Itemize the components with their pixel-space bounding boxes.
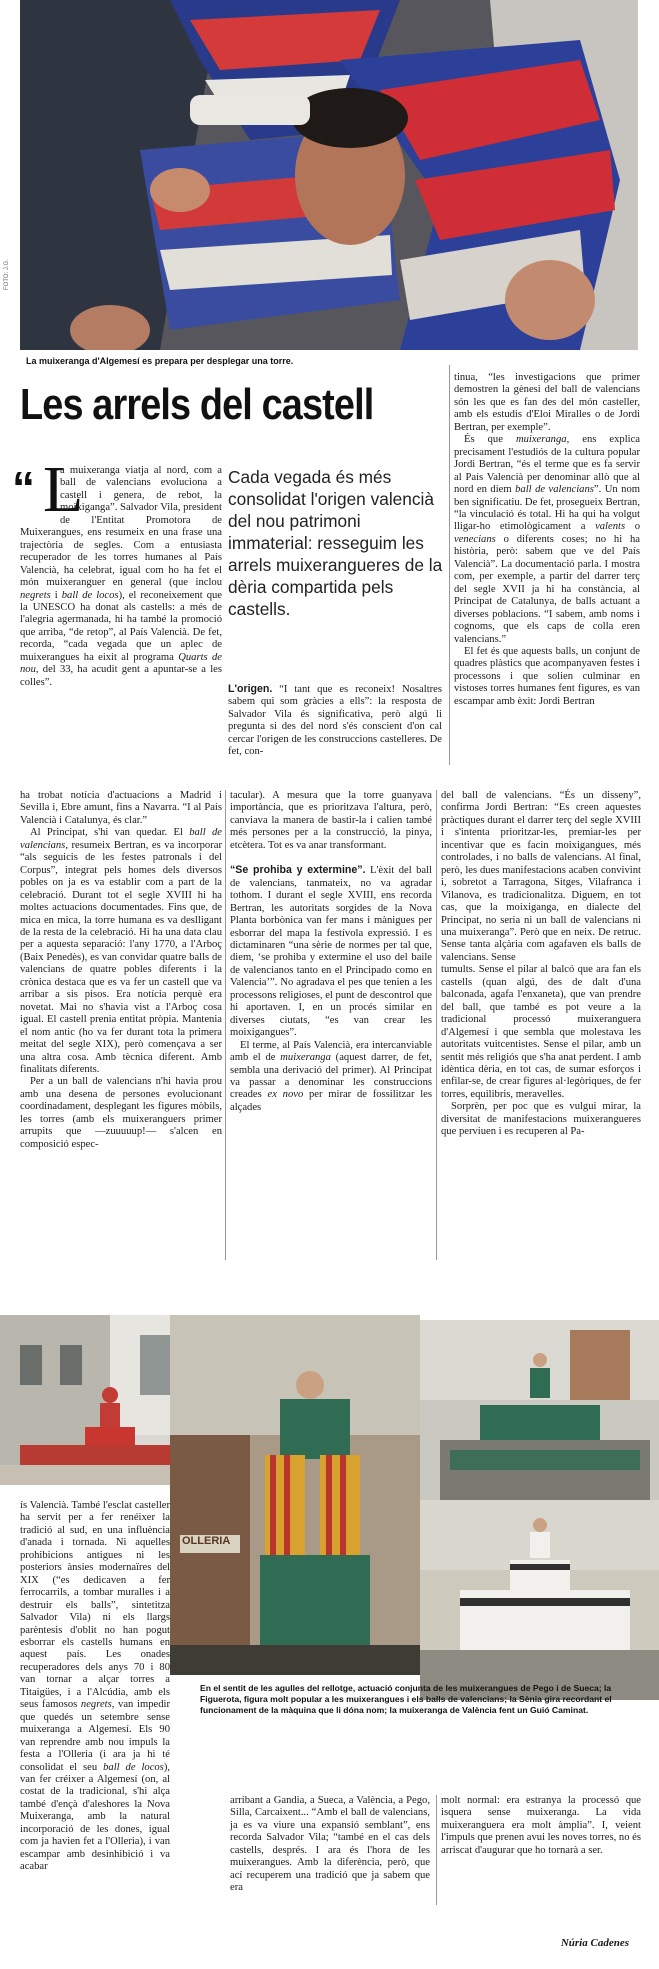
drop-cap: L [43, 453, 84, 526]
middle-column-2: tacular). A mesura que la torre guanyava importància, que es prioritzava l'altura, però, canviava la manera de bastir-la i calien també més persones per a la construcció, la pinya, etcètera. Tot es va anar transformant. “Se prohiba y extermine”. L'èxit del ball de valencians, tanmateix, no va agradar tothom. I durant el segle XVIII, ens recorda Bertran, les autoritats sorgides de la Nova Planta borbònica van fer mans i mànigues per esborrar del mapa la festívola expressió. I es dictaminaren “una sèrie de normes per tal que, diem, ‘se prohiba y extermine el uso del baile de valencianos tanto en el Principado como en Valencia’”. No agradava el pes que tenien a les processons religioses, el punt de descontrol que hi aportaven. I, en un procés similar en diverses ciutats, “es van crear les moixigangues”. El terme, al País Valencià, era intercanviable amb el de muixeranga (aquest darrer, de fet, sembla una derivació del primer). Al Principat va passar a denominar les construccions creades ex novo per mirar de fossilitzar les alçades [230, 790, 432, 1113]
paragraph: arribant a Gandia, a Sueca, a València, a Pego, Silla, Carcaixent... “Amb el ball de valencians, ja es va viure una expansió semblant”, ens recorda Salvador Vila; “també en el cas dels castells, després. I ara és l'hora de les muixerangues. Amb la diferència, però, que ací recuperem una tradició que ja sabem que era [230, 1795, 430, 1894]
lead-text: ), el reconeixement que la UNESCO ha donat als castells: a més de l'alegria agermanada, hi ha també la promoció que arriba, “de retop”, al País Valencià. De fet, recorda, “cada vegada que un aplec de muixerangues ha eixit al programa [20, 589, 223, 663]
top-right-column: tinua, “les investigacions que primer demostren la gènesi del ball de valencians són les que es fan des del món casteller, amb els estudis d'Eloi Miralles o de Jordi Bertran, per exemple”. És que muixeranga, ens explica precisament l'estudiós de la cultura popular Jordi Bertran, “és el terme que es fa servir al País Valencià per denominar allò que al nord en diem ball de valencians”. Un nom ben significatiu. De fet, prosegueix Bertran, “la vinculació és total. Hi ha qui ha volgut lligar-ho etimològicament a valents o venecians o diferents coses; no hi ha història, però: sabem que ve del País Valencià”. La documentació parla. I mostra com, per exemple, a partir del darrer terç del segle XVII ja hi ha constància, al Principat de Catalunya, de balls actuant a diverses poblacions. “I sabem, amb noms i cognoms, que els caps de colla eren valencians.” El fet és que aquests balls, un conjunt de quadres plàstics que acompanyaven festes i processons i que solien culminar en vistoses torres humanes fent figures, es van escampar amb èxit: Jordi Bertran [454, 372, 641, 707]
column-rule [436, 790, 437, 1260]
paragraph: tumults. Sense el pilar al balcó que ara fan els castells (quan algú, des de dalt d'una balconada, agafa l'enxaneta), que van prendre del ball, que també es pot veure a la tradicional processó muixeranguera d'Algemesí i que sembla que molestava les autoritats vuitcentistes. Sense el pilar, amb un sentit més religiós que s'ha anat perdent. I amb idèntica dèria, en tot cas, de sumar esforços i enfilar-se, de crear figures al·legòriques, de fer torres, equilibris, meravelles. [441, 964, 641, 1100]
column-rule [225, 790, 226, 1260]
lead-paragraph [20, 465, 222, 689]
origin-text: “I tant que es reconeix! Nosaltres sabem qui som gràcies a ells”: la resposta de Salvador Vila és significativa, però algú li pregunta si des del nord s'és conscient d'on cal cercar l'origen de les construccions castelleres. De fet, con- [228, 684, 442, 758]
lead-em: negrets [20, 589, 51, 601]
author-signature: Núria Cadenes [560, 1937, 629, 1949]
photo-figuerota [170, 1315, 420, 1675]
lead-text: , del 33, ha acudit gent a apuntar-se a les colles”. [20, 664, 222, 688]
shop-sign: OLLERIA [182, 1535, 231, 1547]
paragraph: Sorprèn, per poc que es vulgui mirar, la diversitat de manifestacions muixerangueres que perviuen i es recuperen al Pa- [441, 1101, 641, 1138]
lead-em: Quarts de nou [20, 651, 222, 676]
opening-quote-mark: “ [12, 462, 35, 514]
paragraph: tinua, “les investigacions que primer demostren la gènesi del ball de valencians són les que es fan des del món casteller, amb els estudis d'Eloi Miralles o de Jordi Bertran, per exemple”. [454, 372, 640, 433]
origin-subhead: L'origen. [228, 683, 273, 695]
top-photo [20, 0, 638, 350]
middle-column-3 [441, 790, 641, 1139]
section-subhead: “Se prohiba y extermine”. [230, 864, 366, 877]
collage-caption: En el sentit de les agulles del rellotge, actuació conjunta de les muixerangues de Pego i de Sueca; la Figuerota, figura molt popular a les muixerangues i els balls de valencians; la Sènia gira recordant el funcionament de la màquina que li dóna nom; la muixeranga de València fent un Guió Caminat. [200, 1683, 612, 1715]
lead-text: i [50, 589, 62, 601]
bottom-middle-column [230, 1795, 430, 1895]
origin-section [228, 683, 442, 759]
column-rule [436, 1795, 437, 1905]
headline: Les arrels del castell [20, 380, 374, 429]
dropcap-spacer [20, 465, 60, 523]
paragraph: del ball de valencians. “És un disseny”, confirma Jordi Bertran: “Es creen aquestes pràctiques durant el darrer terç del segle XVIII i s'intenta prioritzar-les, premiar-les per incentivar que es facin moixigangues, més controlades, i no balls de valencians. Al final, però, les dues manifestacions acaben convivint i, sobretot a Tarragona, Sitges, Vilafranca i Vilanova, es tradicionalitza. Diguem, en tot cas, que la moixiganga, en dialecte del Principat, no seria ni un ball de valencians ni una muixeranga”. Però que en neix. De retruc. Sense tanta alçària com agafaven els balls de valencians. Sense [441, 790, 641, 963]
photo-valencia [420, 1500, 659, 1700]
paragraph: ha trobat notícia d'actuacions a Madrid i Sevilla i, Ebre amunt, fins a Navarra. “I al País Valencià i Catalunya, és clar.” [20, 790, 222, 826]
column-rule [449, 365, 450, 765]
paragraph: El fet és que aquests balls, un conjunt de quadres plàstics que acompanyaven festes i processons i que solien culminar en vistoses torres humanes fent figures, es van escampar amb èxit: Jordi Bertran [454, 645, 640, 707]
lead-text: a muixeranga viatja al nord, com a ball de valencians evoluciona a castell i genera, de rebot, la moixiganga”. Salvador Vila, president de l'Entitat Promotora de Muixerangues, ens resumeix en una frase una trajectòria de segles. Com a entusiasta recuperador de les torres humanes al País Valencià, ha celebrat, igual com ho ha fet el món muixeranguer en general (que inclou [20, 465, 222, 589]
lead-em: ball de locos [61, 589, 119, 601]
paragraph: Per a un ball de valencians n'hi havia prou amb una desena de persones evolucionant coordinadament, desplegant les figures mòbils, les torres (amb els muixeranguers primer arrupits que —zuuuuup!— s'alcen en composició espec- [20, 1076, 222, 1150]
top-photo-caption: La muixeranga d'Algemesí es prepara per desplegar una torre. [26, 356, 294, 366]
paragraph: molt normal: era estranya la processó que isquera sense muixeranga. La vida muixeranguera era molt àmplia”. I, veient l'impuls que prenen avui les noves torres, no és arriscat d'augurar que ho tornarà a ser. [441, 1795, 641, 1856]
bottom-left-column: ís Valencià. També l'esclat casteller ha servit per a fer renéixer la tradició al sud, en una influència d'anada i tornada. Ni aquelles prohibicions antigues ni les posteriors ànsies modernaïres del XIX (“es dedicaven a fer ferrocarrils, a tombar muralles i a destruir els balls”, sintetitza Salvador Vila) ni els llargs parèntesis d'oblit no han pogut esborrar els castells humans en aquest país. Les onades recuperadores dels anys 70 i 80 van tornar a alçar torres a Titaigües, i a l'Alcúdia, amb els seus famosos negrets, van impedir que quedés un setembre sense muixeranga a Algemesí. Els 90 van reprendre amb nou impuls la festa a l'Olleria (i ara ja hi té consolidat el seu ball de locos), van fer créixer a Algemesí (on, al costat de la tradicional, s'hi alça també d'ençà d'aleshores la Nova Muixeranga, amb la natural incorporació de les dones, igual com ja havien fet a l'Olleria), i van escampar amb desinhibició i va acabar [20, 1500, 170, 1873]
deck-standfirst: Cada vegada és més consolidat l'origen valencià del nou patrimoni immaterial: resseguim les arrels muixerangueres de la dèria compartida pels castells. [228, 467, 443, 619]
paragraph: tacular). A mesura que la torre guanyava importància, que es prioritzava l'altura, però, canviava la manera de bastir-la i calien també més persones per a la construcció, la pinya, etcètera. Tot es va anar transformant. [230, 790, 432, 851]
middle-column-1: ha trobat notícia d'actuacions a Madrid i Sevilla i, Ebre amunt, fins a Navarra. “I al País Valencià i Catalunya, és clar.” Al Principat, s'hi van quedar. El ball de valencians, resumeix Bertran, es va incorporar “als seguicis de les festes patronals i del Corpus”, integrat pels homes dels diversos pobles on ja es va establir com a part de la celebració. Durant tot el segle XVIII hi ha moltes actuacions documentades. Fins que, de mica en mica, la torre humana es va deslligant de la resta de la celebració. Hi ha una data clau per a aquesta separació: l'any 1770, a l'Arboç (Baix Penedès), es van convidar quatre balls de valencians de quatre pobles diferents i la crònica destaca que es va fer un castell que va arribar a sis pisos. Era notícia perquè era novetat. Mai no s'havia vist a l'Arboç cosa igual. El castell prenia entitat pròpia. Mantenia el nom antic (ho va fer durant tota la primera meitat del segle XIX), però començava a ser una altra cosa. Amb tècnica diferent. Amb finalitats diferents. Per a un ball de valencians n'hi havia prou amb una desena de persones evolucionant coordinadament, desplegant les figures mòbils, les torres (amb els muixeranguers primer arrupits que —zuuuuup!— s'alcen en composició espec- [20, 790, 222, 1150]
bottom-right-column [441, 1795, 641, 1857]
photo-senia [420, 1320, 659, 1500]
photo-credit: FOTO: J.G. [4, 259, 10, 290]
